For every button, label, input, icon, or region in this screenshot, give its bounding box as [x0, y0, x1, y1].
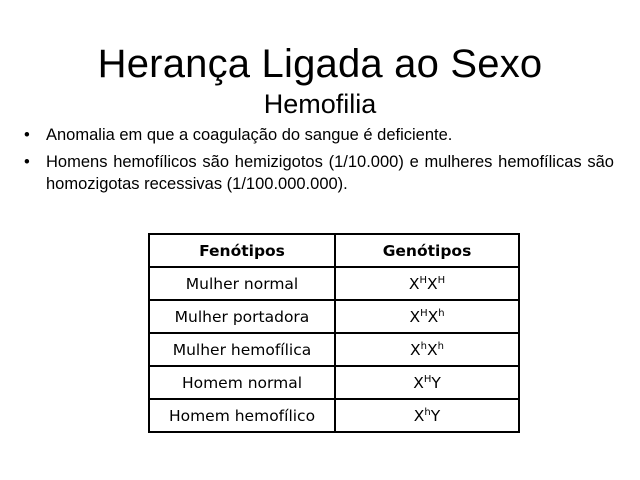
bullet-list — [24, 124, 614, 200]
allele-superscript: H — [419, 274, 427, 286]
phenotype-cell: Homem normal — [149, 366, 335, 399]
table-row — [149, 333, 519, 366]
genotype-cell — [335, 333, 519, 366]
phenotype-cell: Homem hemofílico — [149, 399, 335, 432]
genotype-cell — [335, 366, 519, 399]
bullet-dot-icon: • — [24, 126, 30, 144]
genotype-table — [148, 233, 520, 433]
chromosome-symbol: X — [409, 307, 421, 326]
chromosome-symbol: X — [413, 373, 424, 392]
table-row — [149, 366, 519, 399]
header-phenotypes: Fenótipos — [149, 234, 335, 267]
chromosome-symbol: Y — [431, 373, 441, 392]
table-header-row — [149, 234, 519, 267]
table-row — [149, 300, 519, 333]
genotype-cell — [335, 399, 519, 432]
bullet-dot-icon: • — [24, 153, 30, 171]
genotype-cell — [335, 267, 519, 300]
allele-superscript: h — [438, 307, 445, 319]
phenotype-cell: Mulher hemofílica — [149, 333, 335, 366]
chromosome-symbol: X — [427, 307, 439, 326]
phenotype-cell: Mulher portadora — [149, 300, 335, 333]
bullet-text: Homens hemofílicos são hemizigotos (1/10.000) e mulheres hemofílicas são homozigotas recessivas (1/100.000.000). — [46, 153, 614, 193]
table-row — [149, 267, 519, 300]
table-row — [149, 399, 519, 432]
bullet-item — [24, 124, 614, 146]
chromosome-symbol: X — [408, 274, 420, 293]
chromosome-symbol: X — [410, 340, 421, 359]
header-genotypes: Genótipos — [335, 234, 519, 267]
allele-superscript: H — [420, 307, 428, 319]
slide-subtitle: Hemofilia — [263, 89, 377, 119]
chromosome-symbol: X — [427, 274, 438, 293]
allele-superscript: H — [437, 274, 446, 286]
bullet-text: Anomalia em que a coagulação do sangue é deficiente. — [46, 126, 453, 144]
slide-title: Herança Ligada ao Sexo — [97, 42, 543, 86]
genotype-cell — [335, 300, 519, 333]
chromosome-symbol: X — [413, 406, 425, 425]
table-body — [149, 267, 519, 432]
chromosome-symbol: X — [427, 340, 438, 359]
genotype-table-wrapper — [148, 233, 520, 433]
allele-superscript: h — [437, 340, 444, 352]
allele-superscript: H — [423, 373, 432, 385]
chromosome-symbol: Y — [430, 406, 441, 425]
allele-superscript: h — [420, 340, 427, 352]
allele-superscript: h — [424, 406, 431, 418]
bullet-item — [24, 151, 614, 195]
phenotype-cell: Mulher normal — [149, 267, 335, 300]
